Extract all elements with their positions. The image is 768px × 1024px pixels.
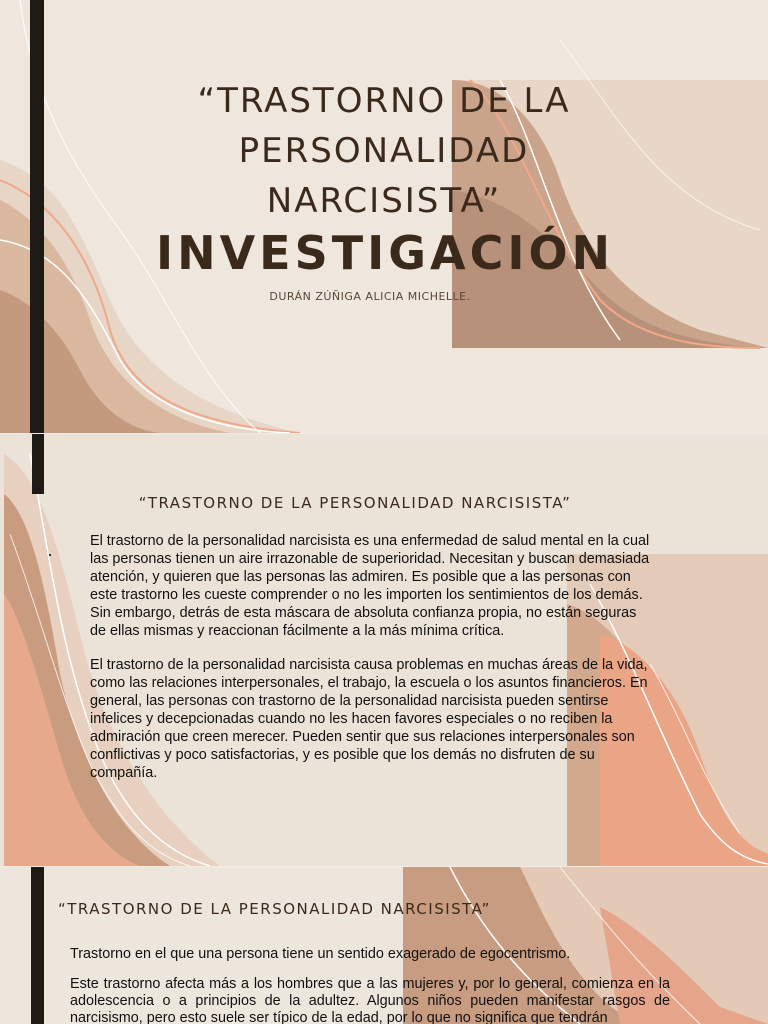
- paragraph: Este trastorno afecta más a los hombres que a las mujeres y, por lo general, comienza en la adolescencia o a principios de la adultez. Algunos niños pueden manifestar rasgos de narcisismo, pero esto suele ser típico de la edad, por lo que no significa que tendrán: [70, 976, 670, 1024]
- title-line-1: “TRASTORNO DE LA: [197, 81, 571, 121]
- slide-title: [0, 0, 768, 433]
- presentation-title: [120, 76, 648, 226]
- title-line-3: NARCISISTA”: [266, 181, 502, 221]
- section-title: “TRASTORNO DE LA PERSONALIDAD NARCISISTA”: [58, 900, 491, 918]
- section-body: [70, 946, 670, 1024]
- decorative-bar: [30, 0, 44, 433]
- slide-definition: [0, 434, 768, 866]
- heading-investigacion: INVESTIGACIÓN: [155, 226, 615, 280]
- section-title: “TRASTORNO DE LA PERSONALIDAD NARCISISTA”: [138, 494, 572, 512]
- paragraph: El trastorno de la personalidad narcisista causa problemas en muchas áreas de la vida, como las relaciones interpersonales, el trabajo, la escuela o los asuntos financieros. En general, las personas con trastorno de la personalidad narcisista pueden sentirse infelices y decepcionadas cuando no les hacen favores especiales o no reciben la admiración que creen merecer. Pueden sentir que sus relaciones interpersonales son conflictivas y poco satisfactorias, y es posible que los demás no disfruten de su compañía.: [90, 657, 648, 781]
- slide-description: [0, 867, 768, 1024]
- author-name: DURÁN ZÚÑIGA ALICIA MICHELLE.: [269, 290, 471, 303]
- decorative-bar: [32, 434, 44, 494]
- paragraph: El trastorno de la personalidad narcisista es una enfermedad de salud mental en la cual las personas tienen un aire irrazonable de superioridad. Necesitan y buscan demasiada atención, y quieren que las personas las admiren. Es posible que a las personas con este trastorno les cueste comprender o no les importen los sentimientos de los demás. Sin embargo, detrás de esta máscara de absoluta confianza propia, no están seguras de ellas mismas y reaccionan fácilmente a la más mínima crítica.: [90, 533, 650, 639]
- bullet-dot: [49, 554, 51, 556]
- section-body: [90, 532, 650, 798]
- paragraph: Trastorno en el que una persona tiene un sentido exagerado de egocentrismo.: [70, 946, 571, 962]
- title-line-2: PERSONALIDAD: [238, 131, 530, 171]
- decorative-bar: [31, 867, 44, 1024]
